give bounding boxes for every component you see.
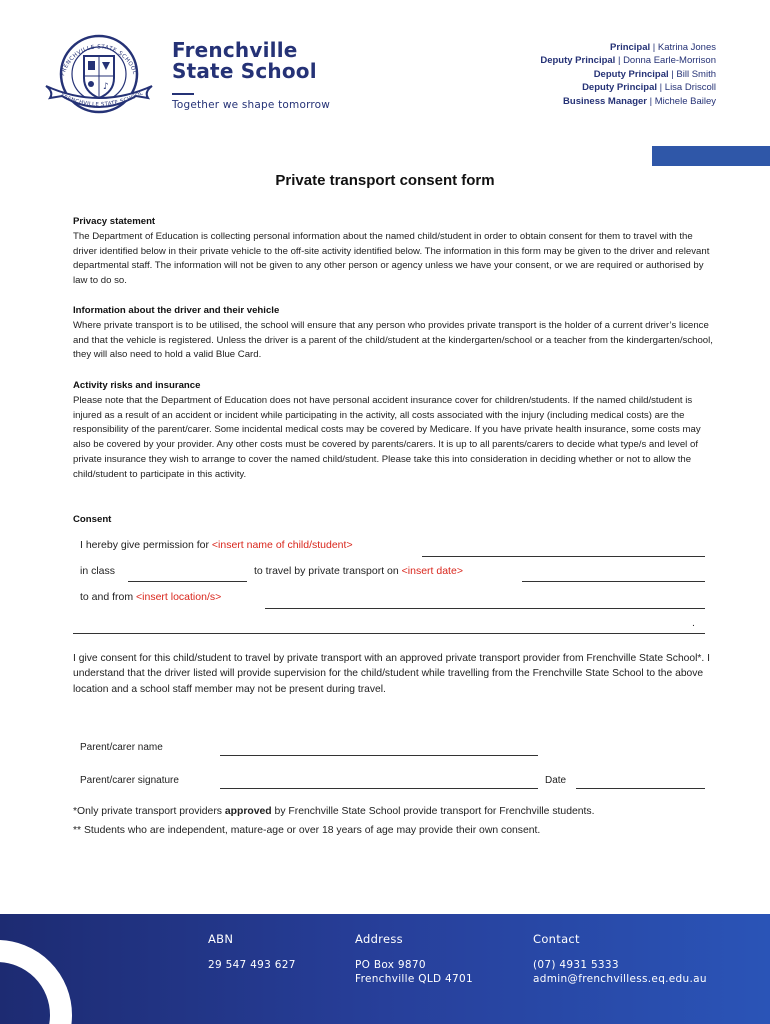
- consent-paragraph: I give consent for this child/student to travel by private transport with an approved private transport provider from Frenchville State School*. I understand that the driver listed will provide supervision for the child/student while travelling from the Frenchville State School to the above location and a school staff member may not be present during travel.: [73, 653, 711, 695]
- contact-label: Contact: [533, 932, 580, 946]
- child-name-placeholder: <insert name of child/student>: [211, 539, 353, 551]
- parent-name-field[interactable]: [220, 755, 538, 756]
- crest-ring-text: FRENCHVILLE STATE SCHOOL: [60, 44, 138, 77]
- travel-date-field[interactable]: [522, 581, 705, 582]
- to-from-text: to and from: [80, 591, 137, 603]
- driver-info-body: Where private transport is to be utilised, the school will ensure that any person who provides private transport is the holder of a current driver’s licence and that the vehicle is registered. Unless the driver is a parent of the child/student at the kindergarten/school or a teacher from the kindergarten/school, they will also need to hold a valid Blue Card.: [73, 319, 713, 361]
- abn-value: 29 547 493 627: [208, 959, 296, 971]
- svg-text:♪: ♪: [103, 82, 109, 92]
- footer-circle-decoration: [0, 940, 72, 1024]
- driver-info-section: [73, 304, 713, 363]
- risks-heading: Activity risks and insurance: [73, 380, 201, 391]
- parent-signature-field[interactable]: [220, 788, 538, 789]
- address-line1: PO Box 9870: [355, 959, 426, 971]
- privacy-heading: Privacy statement: [73, 216, 156, 227]
- address-label: Address: [355, 932, 403, 946]
- school-crest-logo: [40, 32, 158, 118]
- staff-deputy-3: Deputy Principal | Lisa Driscoll: [582, 82, 716, 94]
- driver-info-heading: Information about the driver and their vehicle: [73, 305, 280, 316]
- parent-name-label: Parent/carer name: [80, 742, 163, 753]
- location-placeholder: <insert location/s>: [136, 591, 222, 603]
- school-name: [172, 40, 317, 82]
- staff-business-manager: Business Manager | Michele Bailey: [563, 95, 716, 107]
- consent-heading: Consent: [73, 514, 112, 525]
- class-field[interactable]: [128, 581, 247, 582]
- privacy-section: [73, 215, 713, 289]
- date-label: Date: [545, 775, 567, 786]
- travel-text: to travel by private transport on: [254, 565, 402, 577]
- location-row: [80, 591, 221, 603]
- school-name-line1: Frenchville: [172, 38, 298, 62]
- staff-principal: Principal | Katrina Jones: [610, 42, 716, 53]
- signature-date-field[interactable]: [576, 788, 705, 789]
- school-tagline: Together we shape tomorrow: [172, 99, 331, 111]
- school-name-line2: State School: [172, 59, 317, 83]
- date-placeholder: <insert date>: [401, 565, 463, 577]
- footer-address: [355, 932, 473, 986]
- tagline-divider: [172, 93, 194, 95]
- permission-text: I hereby give permission for: [80, 539, 212, 551]
- privacy-body: The Department of Education is collecting personal information about the named child/student in order to obtain consent for them to travel with the driver identified below in their private vehicle to the off-site activity identified below. The information in this form may be given to the driver and relevant departmental staff. The information will not be given to any other person or agency unless we have your consent, or we are required or authorised by law to do so.: [73, 230, 710, 287]
- contact-phone[interactable]: (07) 4931 5333: [533, 959, 619, 971]
- staff-list: [540, 41, 716, 108]
- footer-contact: [533, 932, 707, 986]
- location-field-continued[interactable]: [73, 633, 705, 634]
- line-end-dot: .: [692, 617, 695, 629]
- footnote-independent-students: ** Students who are independent, mature-age or over 18 years of age may provide their own consent.: [73, 825, 541, 836]
- decorative-blue-tab: [652, 146, 770, 166]
- risks-body: Please note that the Department of Education does not have personal accident insurance cover for children/students. If the named child/student is injured as a result of an accident or incident while participating in the activity, all costs associated with the injury (including medical costs) are the responsibility of the parent/carer. Some incidental medical costs may be covered by Medicare. If you have private health insurance, some costs may also be covered by your provider. Any other costs must be covered by parents/carers. It is up to all parents/carers to decide what type/s and level of private insurance they wish to arrange to cover the named child/student. Please take this into consideration in deciding whether or not to allow the child/student to participate in this activity.: [73, 394, 701, 480]
- location-field[interactable]: [265, 608, 705, 609]
- footnote-approved-providers: *Only private transport providers approved by Frenchville State School provide transport for Frenchville students.: [73, 806, 595, 817]
- parent-signature-label: Parent/carer signature: [80, 775, 179, 786]
- contact-email[interactable]: admin@frenchvilless.eq.edu.au: [533, 973, 707, 985]
- consent-section: [73, 513, 713, 528]
- form-title: Private transport consent form: [275, 172, 495, 189]
- address-line2: Frenchville QLD 4701: [355, 973, 473, 985]
- risks-section: [73, 379, 713, 483]
- footer-bar: [0, 914, 770, 1024]
- approved-emphasis: approved: [224, 806, 272, 817]
- child-name-field[interactable]: [422, 556, 705, 557]
- staff-deputy-2: Deputy Principal | Bill Smith: [593, 68, 716, 80]
- permission-row: [80, 539, 353, 551]
- abn-label: ABN: [208, 932, 234, 946]
- travel-date-row: [254, 565, 463, 577]
- staff-deputy-1: Deputy Principal | Donna Earle-Morrison: [540, 55, 716, 67]
- crest-banner-text: FRENCHVILLE STATE SCHOOL: [59, 90, 145, 109]
- footer-abn: [208, 932, 296, 972]
- in-class-label: in class: [80, 565, 116, 577]
